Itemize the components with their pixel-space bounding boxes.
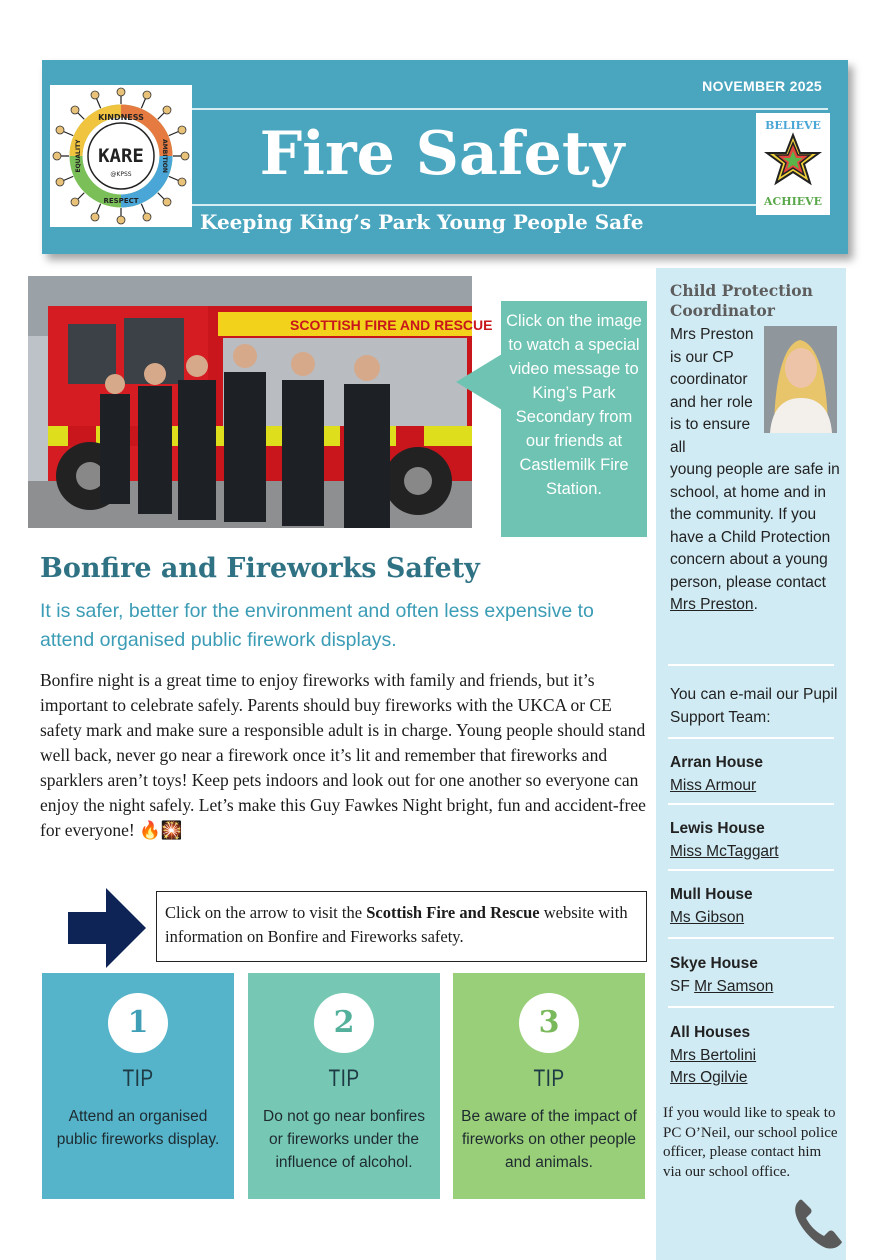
house-mull <box>670 884 840 929</box>
sidebar-divider <box>668 869 834 871</box>
house-name: Skye House <box>670 955 758 972</box>
house-arran <box>670 752 840 797</box>
house-lewis <box>670 818 840 863</box>
kare-word-respect: RESPECT <box>103 197 139 205</box>
tip-text: Be aware of the impact of fireworks on other people and animals. <box>461 1108 637 1171</box>
cp-description <box>670 324 840 617</box>
kare-logo-tag: @KPSS <box>110 171 132 178</box>
fire-rescue-info-box <box>156 891 647 962</box>
tip-label: TIP <box>328 1065 360 1092</box>
tip-number-badge: 3 <box>519 993 579 1053</box>
sidebar-divider <box>668 737 834 739</box>
fire-rescue-website-arrow[interactable] <box>68 888 146 968</box>
tip-number-badge: 1 <box>108 993 168 1053</box>
info-box-prefix: Click on the arrow to visit the <box>165 903 367 922</box>
right-arrow-icon <box>68 888 146 968</box>
truck-lettering: SCOTTISH FIRE AND RESCUE <box>290 317 493 333</box>
house-contact-prefix: SF <box>670 977 695 995</box>
house-contact-link[interactable]: Mrs Ogilvie <box>670 1069 748 1086</box>
sidebar-divider <box>668 803 834 805</box>
sidebar-divider <box>668 664 834 666</box>
believe-text: BELIEVE <box>765 119 821 132</box>
fire-crew-photo <box>28 276 493 528</box>
house-contact-link[interactable]: Miss Armour <box>670 776 757 794</box>
video-callout-text: Click on the image to watch a special video message to King’s Park Secondary from our friends at Castlemilk Fire Station. <box>506 312 642 498</box>
cp-coordinator-heading: Child Protection Coordinator <box>670 281 813 320</box>
tip-card-3 <box>453 973 645 1199</box>
kare-word-ambition: AMBITION <box>161 139 168 173</box>
sidebar <box>656 268 846 1260</box>
page-title: Fire Safety <box>259 119 625 189</box>
house-name: Lewis House <box>670 820 765 837</box>
tip-text: Attend an organised public fireworks display. <box>56 1108 220 1148</box>
house-contact-link[interactable]: Ms Gibson <box>670 908 745 926</box>
tip-card-2 <box>248 973 440 1199</box>
house-contact-link[interactable]: Mrs Bertolini <box>670 1046 757 1064</box>
kare-word-kindness: KINDNESS <box>98 113 144 122</box>
house-name: All Houses <box>670 1024 751 1041</box>
house-skye <box>670 953 840 998</box>
house-name: Arran House <box>670 754 764 771</box>
info-box-bold: Scottish Fire and Rescue <box>366 903 540 922</box>
issue-date: NOVEMBER 2025 <box>702 78 822 94</box>
kare-logo-graphic <box>50 85 192 227</box>
tip-card-1 <box>42 973 234 1199</box>
header-top-rule <box>192 108 828 110</box>
video-callout <box>501 301 647 537</box>
believe-achieve-logo <box>756 113 830 215</box>
phone-icon <box>790 1196 846 1252</box>
header-banner <box>42 60 848 254</box>
cp-description-part-a: Mrs Preston is our CP coordinator and her role is to ensure all <box>670 326 754 456</box>
kare-logo-text: KARE <box>98 145 144 167</box>
tip-number-badge: 2 <box>314 993 374 1053</box>
tip-label: TIP <box>122 1065 154 1092</box>
article-subheading: It is safer, better for the environment and often less expensive to attend organised public firework displays. <box>40 600 594 651</box>
mrs-preston-link[interactable]: Mrs Preston <box>670 596 754 613</box>
cp-description-part-b: young people are safe in school, at home and in the community. If you have a Child Protection concern about a young person, please contact <box>670 461 840 591</box>
achieve-text: ACHIEVE <box>763 195 823 208</box>
article-heading: Bonfire and Fireworks Safety <box>40 553 480 584</box>
fire-station-video-image[interactable] <box>28 276 493 528</box>
house-contact-link[interactable]: Mr Samson <box>694 977 774 995</box>
cp-description-end: . <box>753 596 758 613</box>
sidebar-divider <box>668 1006 834 1008</box>
kare-logo <box>50 85 192 227</box>
phone-icon-graphic <box>790 1196 846 1252</box>
house-all <box>670 1022 840 1090</box>
header-bottom-rule <box>192 204 828 206</box>
house-name: Mull House <box>670 886 753 903</box>
info-box-suffix: website with information on Bonfire and Fireworks safety. <box>165 903 628 946</box>
tip-text: Do not go near bonfires or fireworks under the influence of alcohol. <box>263 1108 425 1171</box>
article-body: Bonfire night is a great time to enjoy fireworks with family and friends, but it’s important to celebrate safely. Parents should buy fireworks with the UKCA or CE safety mark and make sure a responsible adult is in charge. Young people should stand well back, never go near a firework once it’s lit and remember that fireworks and sparklers aren’t toys! Keep pets indoors and look out for one another so everyone can enjoy the night safely. Let’s make this Guy Fawkes Night bright, fun and accident-free for everyone! 🔥🎇 <box>40 670 646 840</box>
believe-achieve-graphic <box>756 113 830 215</box>
kare-word-equality: EQUALITY <box>75 139 82 173</box>
tip-label: TIP <box>533 1065 565 1092</box>
page-subtitle: Keeping King’s Park Young People Safe <box>200 210 644 234</box>
house-contact-link[interactable]: Miss McTaggart <box>670 842 779 860</box>
email-intro: You can e-mail our Pupil Support Team: <box>670 686 838 726</box>
sidebar-divider <box>668 937 834 939</box>
callout-pointer <box>456 354 502 410</box>
police-officer-note: If you would like to speak to PC O’Neil, our school police officer, please contact him via our school office. <box>663 1105 838 1180</box>
